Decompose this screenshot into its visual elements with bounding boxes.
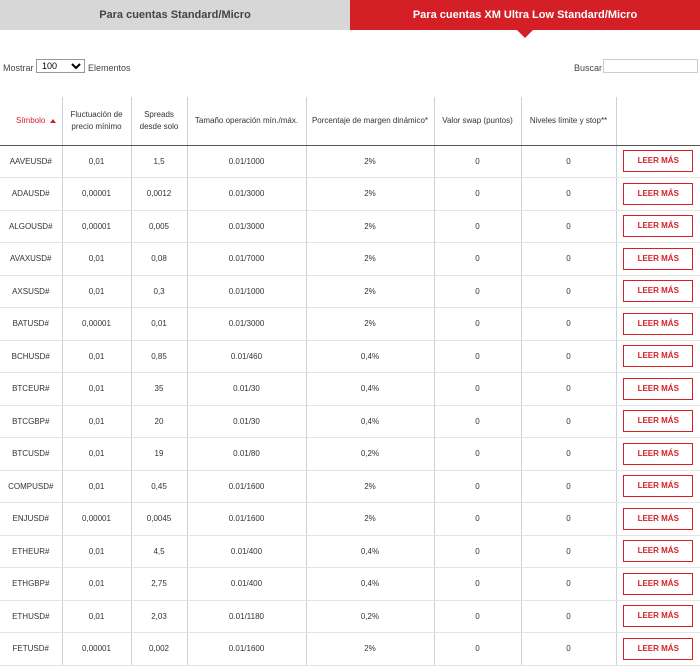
header-symbol[interactable] (0, 97, 62, 145)
read-more-button[interactable]: LEER MÁS (623, 345, 693, 367)
cell-action (616, 568, 700, 601)
cell-min-fluctuation: 0,00001 (62, 633, 131, 666)
cell-limit-stop: 0 (521, 568, 616, 601)
table-row (0, 178, 700, 211)
cell-symbol: ADAUSD# (0, 178, 62, 211)
cell-spread: 20 (131, 405, 187, 438)
cell-margin: 2% (306, 308, 434, 341)
read-more-button[interactable]: LEER MÁS (623, 410, 693, 432)
cell-margin: 2% (306, 178, 434, 211)
cell-limit-stop: 0 (521, 145, 616, 178)
read-more-button[interactable]: LEER MÁS (623, 378, 693, 400)
cell-action (616, 243, 700, 276)
table-row (0, 308, 700, 341)
cell-min-fluctuation: 0,01 (62, 535, 131, 568)
cell-min-fluctuation: 0,01 (62, 145, 131, 178)
cell-symbol: AXSUSD# (0, 275, 62, 308)
cell-action (616, 535, 700, 568)
cell-limit-stop: 0 (521, 308, 616, 341)
header-spreads[interactable]: Spreads desde solo (131, 97, 187, 145)
cell-swap: 0 (434, 145, 521, 178)
page-size-select[interactable] (36, 59, 85, 73)
cell-min-fluctuation: 0,01 (62, 340, 131, 373)
cell-swap: 0 (434, 308, 521, 341)
cell-swap: 0 (434, 470, 521, 503)
cell-trade-size: 0.01/30 (187, 405, 306, 438)
cell-swap: 0 (434, 503, 521, 536)
cell-action (616, 373, 700, 406)
cell-symbol: ENJUSD# (0, 503, 62, 536)
cell-trade-size: 0.01/3000 (187, 178, 306, 211)
table-row (0, 145, 700, 178)
cell-spread: 4,5 (131, 535, 187, 568)
header-dynamic-margin[interactable]: Porcentaje de margen dinámico* (306, 97, 434, 145)
read-more-button[interactable]: LEER MÁS (623, 150, 693, 172)
cell-margin: 0,4% (306, 405, 434, 438)
read-more-button[interactable]: LEER MÁS (623, 605, 693, 627)
cell-swap: 0 (434, 568, 521, 601)
table-row (0, 438, 700, 471)
cell-spread: 0,85 (131, 340, 187, 373)
account-type-tabs (0, 0, 700, 30)
cell-trade-size: 0.01/7000 (187, 243, 306, 276)
table-row (0, 405, 700, 438)
cell-action (616, 178, 700, 211)
cell-symbol: AAVEUSD# (0, 145, 62, 178)
cell-min-fluctuation: 0,01 (62, 275, 131, 308)
cell-min-fluctuation: 0,01 (62, 470, 131, 503)
cell-limit-stop: 0 (521, 503, 616, 536)
search-input[interactable] (603, 59, 698, 73)
cell-spread: 2,03 (131, 600, 187, 633)
read-more-button[interactable]: LEER MÁS (623, 280, 693, 302)
cell-trade-size: 0.01/460 (187, 340, 306, 373)
cell-margin: 0,4% (306, 568, 434, 601)
cell-margin: 2% (306, 145, 434, 178)
table-row (0, 535, 700, 568)
cell-limit-stop: 0 (521, 405, 616, 438)
cell-symbol: ETHGBP# (0, 568, 62, 601)
cell-margin: 0,2% (306, 600, 434, 633)
cell-limit-stop: 0 (521, 535, 616, 568)
table-header-row (0, 97, 700, 145)
cell-symbol: AVAXUSD# (0, 243, 62, 276)
cell-margin: 0,4% (306, 535, 434, 568)
sort-ascending-icon (50, 119, 56, 123)
read-more-button[interactable]: LEER MÁS (623, 475, 693, 497)
header-symbol-label: Símbolo (16, 115, 46, 125)
header-trade-size[interactable]: Tamaño operación mín./máx. (187, 97, 306, 145)
cell-spread: 0,002 (131, 633, 187, 666)
cell-symbol: ETHEUR# (0, 535, 62, 568)
table-row (0, 470, 700, 503)
cell-swap: 0 (434, 600, 521, 633)
cell-symbol: BTCEUR# (0, 373, 62, 406)
header-swap-value[interactable]: Valor swap (puntos) (434, 97, 521, 145)
read-more-button[interactable]: LEER MÁS (623, 540, 693, 562)
cell-action (616, 600, 700, 633)
cell-spread: 0,0012 (131, 178, 187, 211)
cell-min-fluctuation: 0,01 (62, 568, 131, 601)
cell-margin: 2% (306, 470, 434, 503)
cell-spread: 0,01 (131, 308, 187, 341)
cell-spread: 2,75 (131, 568, 187, 601)
cell-trade-size: 0.01/3000 (187, 308, 306, 341)
cell-action (616, 405, 700, 438)
cell-limit-stop: 0 (521, 373, 616, 406)
read-more-button[interactable]: LEER MÁS (623, 248, 693, 270)
cell-swap: 0 (434, 210, 521, 243)
tab-ultra-low-standard-micro[interactable] (350, 0, 700, 30)
cell-trade-size: 0.01/30 (187, 373, 306, 406)
cell-margin: 2% (306, 210, 434, 243)
cell-min-fluctuation: 0,01 (62, 438, 131, 471)
cell-limit-stop: 0 (521, 275, 616, 308)
table-row (0, 633, 700, 666)
cell-margin: 0,4% (306, 373, 434, 406)
instruments-table (0, 97, 700, 666)
table-row (0, 243, 700, 276)
cell-symbol: BTCGBP# (0, 405, 62, 438)
read-more-button[interactable]: LEER MÁS (623, 215, 693, 237)
cell-action (616, 438, 700, 471)
cell-min-fluctuation: 0,00001 (62, 308, 131, 341)
cell-swap: 0 (434, 178, 521, 211)
cell-limit-stop: 0 (521, 600, 616, 633)
cell-action (616, 145, 700, 178)
search-label: Buscar (574, 63, 603, 73)
read-more-button[interactable]: LEER MÁS (623, 443, 693, 465)
read-more-button[interactable]: LEER MÁS (623, 638, 693, 660)
cell-min-fluctuation: 0,00001 (62, 210, 131, 243)
cell-margin: 2% (306, 275, 434, 308)
table-controls (0, 58, 700, 78)
cell-margin: 0,4% (306, 340, 434, 373)
elements-label: Elementos (88, 63, 131, 73)
tab-standard-micro[interactable]: Para cuentas Standard/Micro (0, 0, 350, 30)
cell-symbol: ETHUSD# (0, 600, 62, 633)
cell-limit-stop: 0 (521, 470, 616, 503)
table-row (0, 373, 700, 406)
cell-margin: 2% (306, 243, 434, 276)
cell-action (616, 275, 700, 308)
cell-symbol: BTCUSD# (0, 438, 62, 471)
cell-limit-stop: 0 (521, 633, 616, 666)
cell-trade-size: 0.01/1000 (187, 275, 306, 308)
cell-limit-stop: 0 (521, 243, 616, 276)
cell-swap: 0 (434, 633, 521, 666)
read-more-button[interactable]: LEER MÁS (623, 183, 693, 205)
read-more-button[interactable]: LEER MÁS (623, 573, 693, 595)
cell-margin: 0,2% (306, 438, 434, 471)
cell-swap: 0 (434, 340, 521, 373)
table-row (0, 600, 700, 633)
table-row (0, 340, 700, 373)
header-min-price-fluctuation[interactable]: Fluctuación de precio mínimo (62, 97, 131, 145)
cell-action (616, 210, 700, 243)
cell-margin: 2% (306, 503, 434, 536)
cell-symbol: BATUSD# (0, 308, 62, 341)
read-more-button[interactable]: LEER MÁS (623, 508, 693, 530)
cell-limit-stop: 0 (521, 340, 616, 373)
cell-min-fluctuation: 0,01 (62, 373, 131, 406)
table-row (0, 503, 700, 536)
cell-swap: 0 (434, 373, 521, 406)
cell-swap: 0 (434, 535, 521, 568)
cell-trade-size: 0.01/400 (187, 535, 306, 568)
cell-swap: 0 (434, 405, 521, 438)
cell-spread: 19 (131, 438, 187, 471)
cell-spread: 35 (131, 373, 187, 406)
cell-min-fluctuation: 0,01 (62, 243, 131, 276)
cell-limit-stop: 0 (521, 178, 616, 211)
cell-action (616, 633, 700, 666)
header-limit-stop-levels[interactable]: Niveles límite y stop** (521, 97, 616, 145)
cell-symbol: BCHUSD# (0, 340, 62, 373)
cell-swap: 0 (434, 243, 521, 276)
cell-symbol: FETUSD# (0, 633, 62, 666)
cell-action (616, 340, 700, 373)
table-row (0, 568, 700, 601)
cell-spread: 1,5 (131, 145, 187, 178)
header-actions (616, 97, 700, 145)
cell-spread: 0,0045 (131, 503, 187, 536)
cell-limit-stop: 0 (521, 438, 616, 471)
cell-trade-size: 0.01/400 (187, 568, 306, 601)
cell-limit-stop: 0 (521, 210, 616, 243)
cell-trade-size: 0.01/1600 (187, 503, 306, 536)
cell-swap: 0 (434, 438, 521, 471)
cell-action (616, 308, 700, 341)
tab-ultra-low-label: Para cuentas XM Ultra Low Standard/Micro (412, 9, 638, 21)
cell-symbol: ALGOUSD# (0, 210, 62, 243)
cell-spread: 0,08 (131, 243, 187, 276)
cell-spread: 0,3 (131, 275, 187, 308)
show-label: Mostrar (3, 63, 34, 73)
cell-symbol: COMPUSD# (0, 470, 62, 503)
cell-trade-size: 0.01/1000 (187, 145, 306, 178)
cell-min-fluctuation: 0,00001 (62, 503, 131, 536)
read-more-button[interactable]: LEER MÁS (623, 313, 693, 335)
cell-trade-size: 0.01/1180 (187, 600, 306, 633)
cell-trade-size: 0.01/3000 (187, 210, 306, 243)
cell-action (616, 503, 700, 536)
cell-trade-size: 0.01/1600 (187, 470, 306, 503)
cell-trade-size: 0.01/80 (187, 438, 306, 471)
cell-action (616, 470, 700, 503)
cell-min-fluctuation: 0,00001 (62, 178, 131, 211)
cell-trade-size: 0.01/1600 (187, 633, 306, 666)
cell-spread: 0,45 (131, 470, 187, 503)
table-body (0, 145, 700, 665)
table-row (0, 210, 700, 243)
cell-min-fluctuation: 0,01 (62, 600, 131, 633)
active-tab-caret-icon (517, 30, 533, 38)
cell-margin: 2% (306, 633, 434, 666)
cell-swap: 0 (434, 275, 521, 308)
cell-spread: 0,005 (131, 210, 187, 243)
table-row (0, 275, 700, 308)
cell-min-fluctuation: 0,01 (62, 405, 131, 438)
